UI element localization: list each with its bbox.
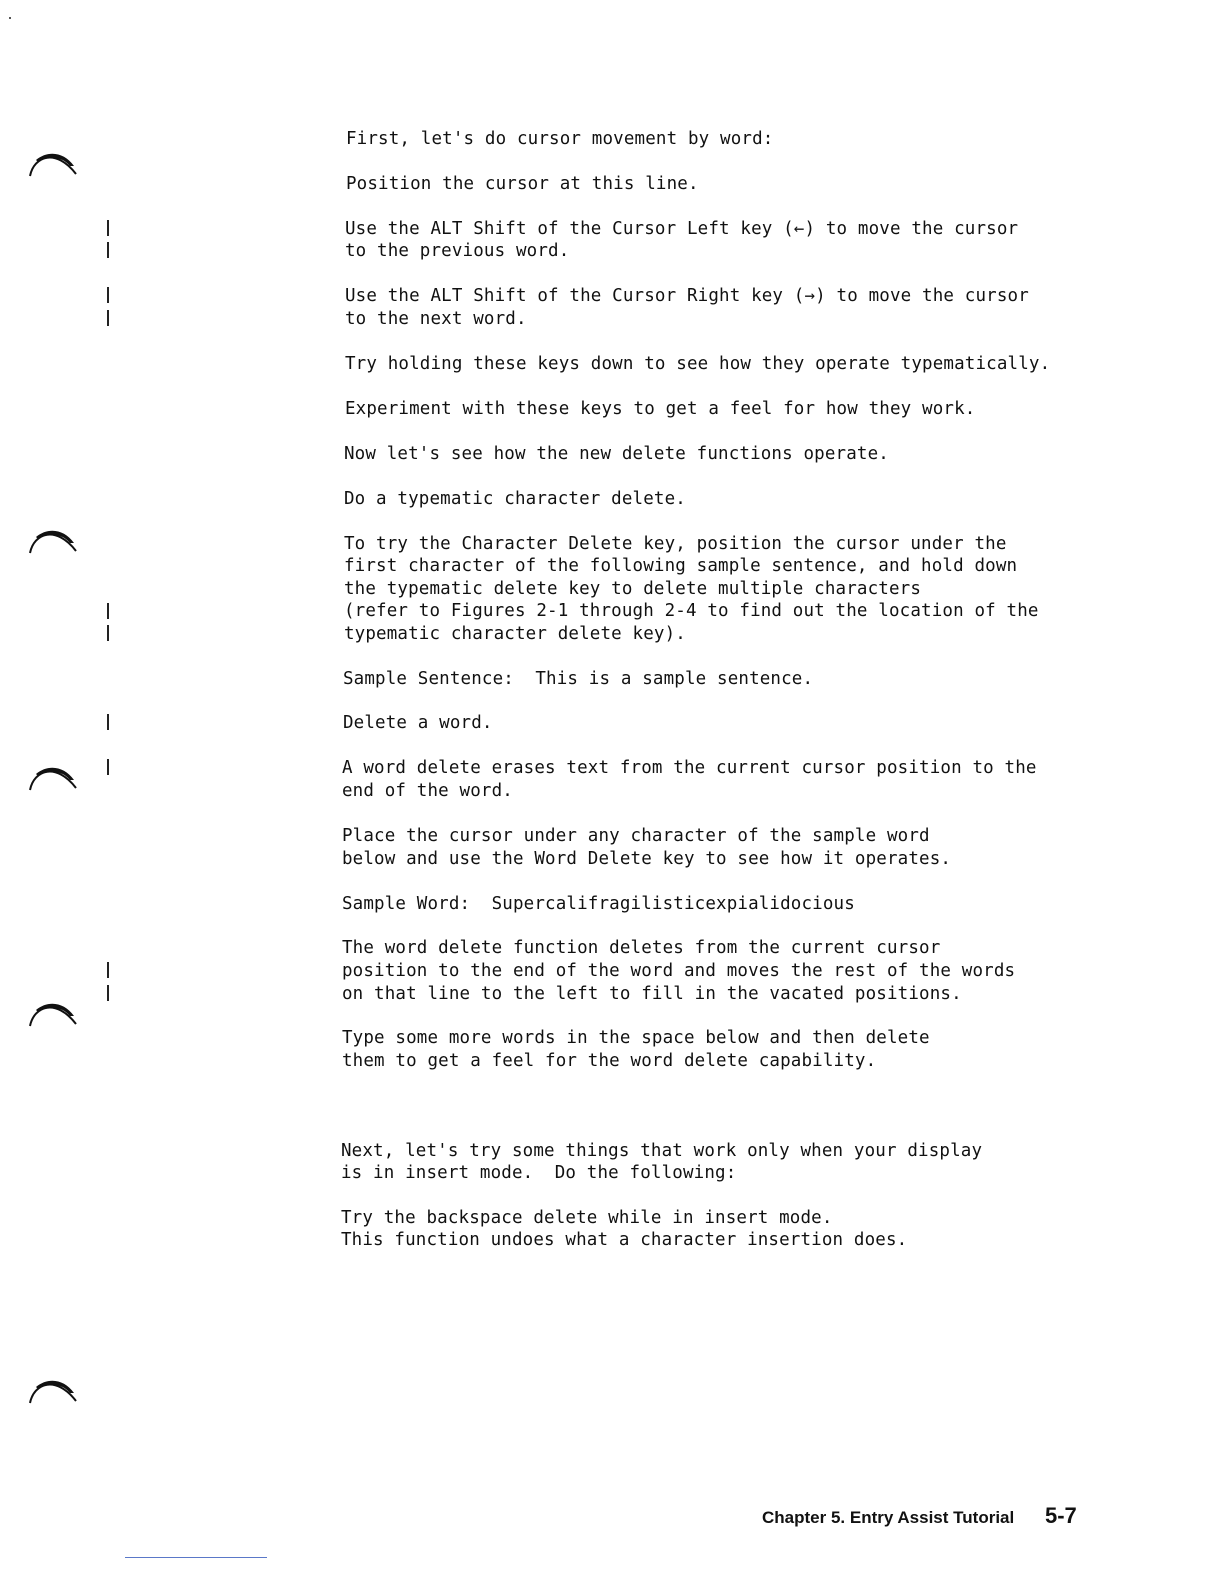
text-line: A word delete erases text from the current cursor position to the bbox=[342, 758, 1037, 778]
text-line: typematic character delete key). bbox=[344, 624, 686, 644]
text-line: This function undoes what a character insertion does. bbox=[341, 1230, 908, 1250]
text-line: to the next word. bbox=[345, 309, 527, 329]
text-line: on that line to the left to fill in the vacated positions. bbox=[342, 984, 962, 1004]
footer-chapter-title: Chapter 5. Entry Assist Tutorial bbox=[762, 1508, 1015, 1527]
text-line: Do a typematic character delete. bbox=[344, 489, 686, 509]
text-line: position to the end of the word and moves the rest of the words bbox=[342, 961, 1016, 981]
text-line: them to get a feel for the word delete capability. bbox=[342, 1051, 877, 1071]
text-line: Place the cursor under any character of the sample word bbox=[342, 826, 930, 846]
text-line: first character of the following sample sentence, and hold down bbox=[344, 556, 1018, 576]
text-line: Type some more words in the space below and then delete bbox=[342, 1028, 930, 1048]
text-line: (refer to Figures 2-1 through 2-4 to find out the location of the bbox=[344, 601, 1039, 621]
text-line: is in insert mode. Do the following: bbox=[341, 1163, 737, 1183]
text-line: end of the word. bbox=[342, 781, 513, 801]
text-line: the typematic delete key to delete multiple characters bbox=[344, 579, 922, 599]
text-line: To try the Character Delete key, position the cursor under the bbox=[344, 534, 1007, 554]
bottom-rule bbox=[125, 1557, 267, 1558]
text-line: Try holding these keys down to see how they operate typematically. bbox=[345, 354, 1051, 374]
text-line: Try the backspace delete while in insert mode. bbox=[341, 1208, 833, 1228]
text-line: Use the ALT Shift of the Cursor Right key (→) to move the cursor bbox=[345, 286, 1029, 306]
page-number: 5-7 bbox=[1045, 1503, 1077, 1528]
text-line: Now let's see how the new delete functions operate. bbox=[344, 444, 889, 464]
text-line: First, let's do cursor movement by word: bbox=[346, 129, 774, 149]
text-line: Position the cursor at this line. bbox=[346, 174, 699, 194]
sample-word[interactable]: Sample Word: Supercalifragilisticexpialidocious bbox=[342, 894, 855, 914]
text-line: below and use the Word Delete key to see how it operates. bbox=[342, 849, 952, 869]
text-line: Next, let's try some things that work only when your display bbox=[341, 1141, 983, 1161]
text-line: The word delete function deletes from the current cursor bbox=[342, 938, 941, 958]
text-line: to the previous word. bbox=[345, 241, 570, 261]
text-line: Use the ALT Shift of the Cursor Left key (←) to move the cursor bbox=[345, 219, 1019, 239]
text-line: Experiment with these keys to get a feel for how they work. bbox=[345, 399, 976, 419]
sample-sentence[interactable]: Sample Sentence: This is a sample sentence. bbox=[343, 669, 814, 689]
text-line: Delete a word. bbox=[343, 713, 493, 733]
